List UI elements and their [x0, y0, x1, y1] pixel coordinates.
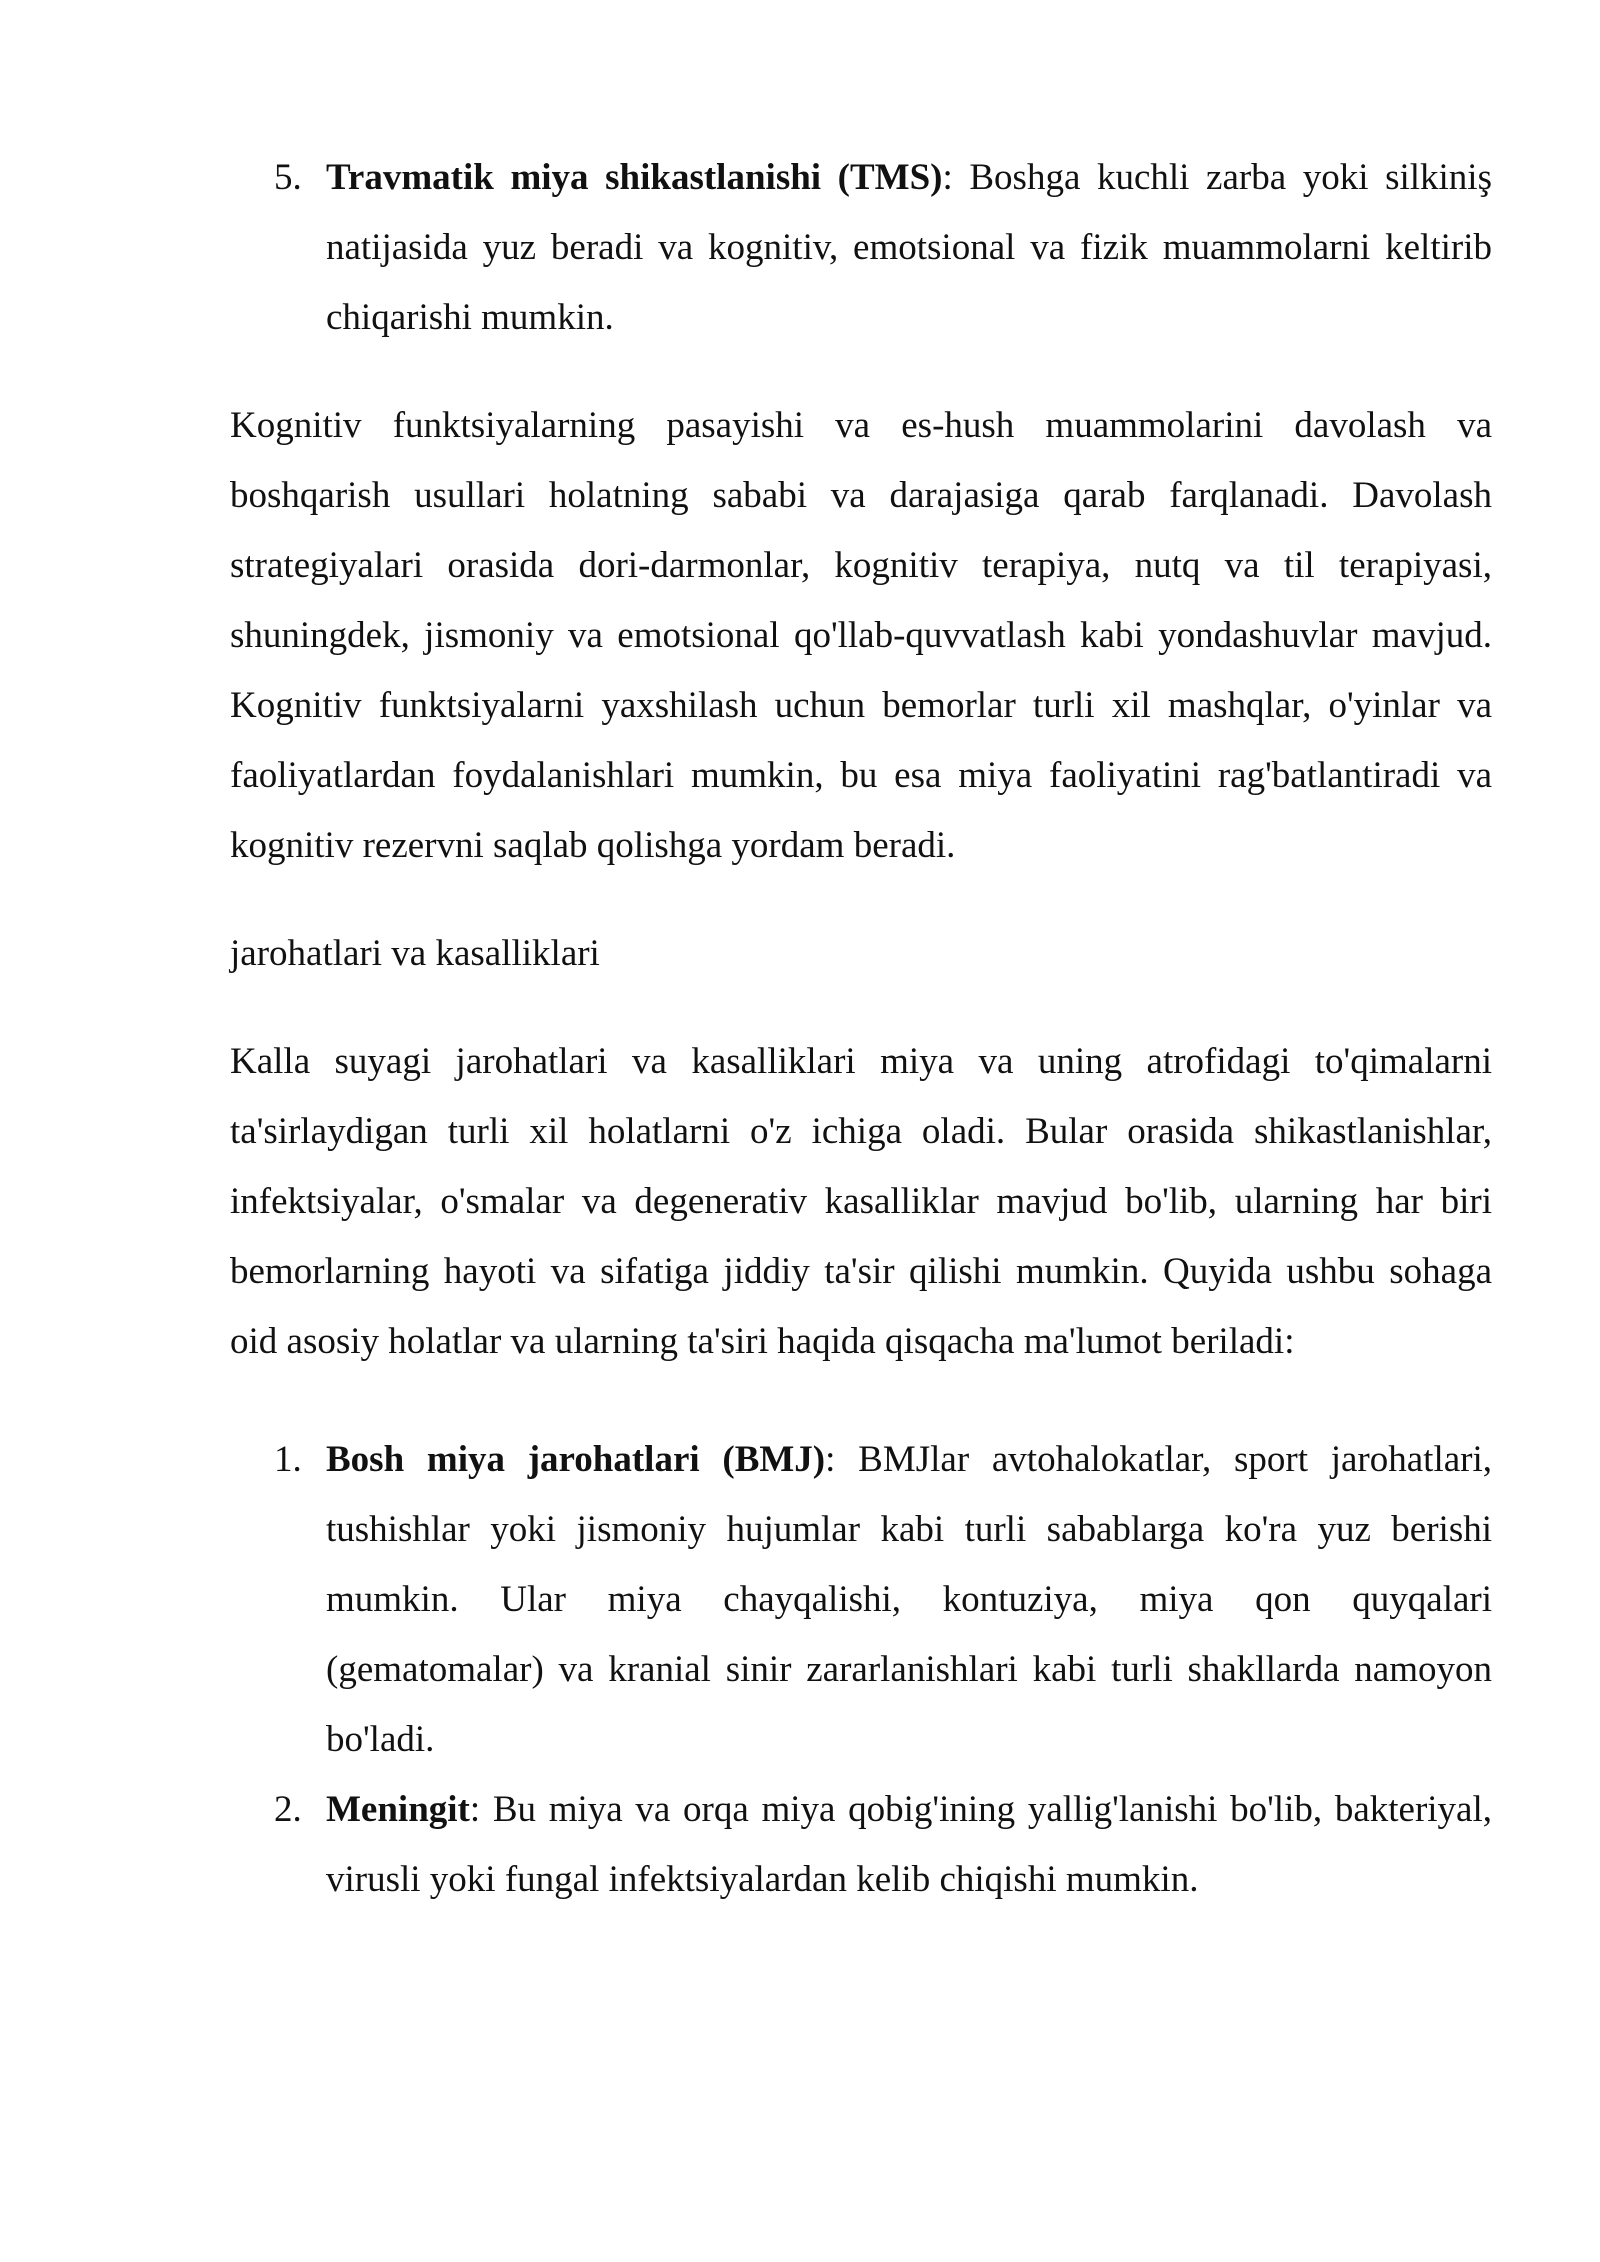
page-content	[230, 143, 1492, 1915]
list-item-number: 2.	[274, 1789, 302, 1830]
numbered-list-bottom	[230, 1425, 1492, 1915]
list-item-separator: :	[469, 1789, 481, 1830]
list-item-separator: :	[942, 157, 953, 198]
list-item-term: Bosh miya jarohatlari (BMJ)	[326, 1439, 826, 1480]
list-item-number: 5.	[274, 157, 302, 198]
list-item-text: Boshga kuchli zarba yoki silkiniş natijasida yuz beradi va kognitiv, emotsional va fizik muammolarni keltirib chiqarishi mumkin.	[326, 157, 1492, 338]
list-item-term: Meningit	[326, 1789, 470, 1830]
numbered-list-top	[230, 143, 1492, 353]
section-heading: jarohatlari va kasalliklari	[230, 933, 600, 974]
list-item-text: BMJlar avtohalokatlar, sport jarohatlari, tushishlar yoki jismoniy hujumlar kabi turli sabablarga ko'ra yuz berishi mumkin. Ular miya chayqalishi, kontuziya, miya qon quyqalari (gematomalar) va kranial sinir zararlanishlari kabi turli shakllarda namoyon bo'ladi.	[326, 1439, 1492, 1760]
list-item	[230, 1775, 1492, 1915]
list-item	[230, 1425, 1492, 1775]
list-item-separator: :	[825, 1439, 836, 1480]
paragraph-skull-injuries: Kalla suyagi jarohatlari va kasalliklari miya va uning atrofidagi to'qimalarni ta'sirlaydigan turli xil holatlarni o'z ichiga oladi. Bular orasida shikastlanishlar, infektsiyalar, o'smalar va degenerativ kasalliklar mavjud bo'lib, ularning har biri bemorlarning hayoti va sifatiga jiddiy ta'sir qilishi mumkin. Quyida ushbu sohaga oid asosiy holatlar va ularning ta'siri haqida qisqacha ma'lumot beriladi:	[230, 1041, 1492, 1362]
list-item-text: Bu miya va orqa miya qobig'ining yallig'lanishi bo'lib, bakteriyal, virusli yoki fungal infektsiyalardan kelib chiqishi mumkin.	[326, 1789, 1492, 1900]
list-item	[230, 143, 1492, 353]
list-item-term: Travmatik miya shikastlanishi (TMS)	[326, 157, 943, 198]
list-item-number: 1.	[274, 1439, 302, 1480]
paragraph-treatment: Kognitiv funktsiyalarning pasayishi va es-hush muammolarini davolash va boshqarish usullari holatning sababi va darajasiga qarab farqlanadi. Davolash strategiyalari orasida dori-darmonlar, kognitiv terapiya, nutq va til terapiyasi, shuningdek, jismoniy va emotsional qo'llab-quvvatlash kabi yondashuvlar mavjud. Kognitiv funktsiyalarni yaxshilash uchun bemorlar turli xil mashqlar, o'yinlar va faoliyatlardan foydalanishlari mumkin, bu esa miya faoliyatini rag'batlantiradi va kognitiv rezervni saqlab qolishga yordam beradi.	[230, 405, 1492, 866]
